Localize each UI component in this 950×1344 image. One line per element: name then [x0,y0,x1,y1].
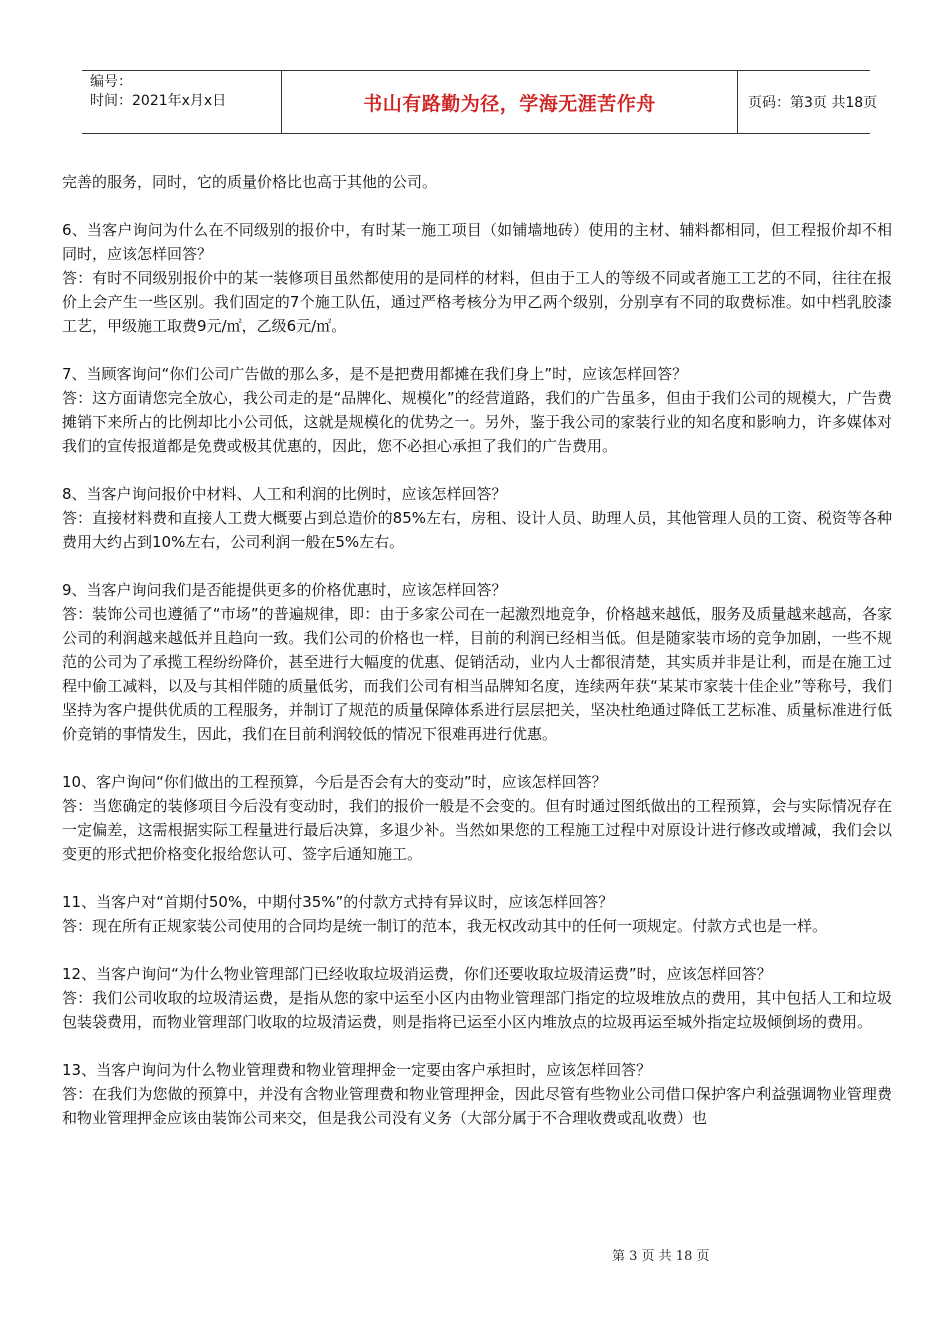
page-footer: 第 3 页 共 18 页 [612,1249,710,1264]
answer-text: 答：我们公司收取的垃圾清运费，是指从您的家中运至小区内由物业管理部门指定的垃圾堆放点的费用，其中包括人工和垃圾包装袋费用，而物业管理部门收取的垃圾清运费，则是指将已运至小区内堆放点的垃圾再运至城外指定垃圾倾倒场的费用。 [62,989,892,1031]
question-text: 6、当客户询问为什么在不同级别的报价中，有时某一施工项目（如铺墙地砖）使用的主材、辅料都相同，但工程报价却不相同时，应该怎样回答？ [62,221,892,263]
header-number-label: 编号： [90,74,132,90]
header-page-info: 页码：第3页 共18页 [748,95,878,111]
question-text: 9、当客户询问我们是否能提供更多的价格优惠时，应该怎样回答？ [62,581,507,599]
qa-block [62,218,892,338]
header-motto: 书山有路勤为径，学海无涯苦作舟 [282,71,738,133]
document-body [62,170,892,1154]
qa-block [62,890,892,938]
qa-block [62,770,892,866]
header-info-cell [82,71,282,133]
header-date-label: 时间：2021年x月x日 [90,93,227,109]
page-header [82,70,878,134]
question-text: 8、当客户询问报价中材料、人工和利润的比例时，应该怎样回答？ [62,485,507,503]
qa-block [62,170,892,194]
body-text: 完善的服务，同时，它的质量价格比也高于其他的公司。 [62,173,438,191]
question-text: 13、当客户询问为什么物业管理费和物业管理押金一定要由客户承担时，应该怎样回答？ [62,1061,652,1079]
question-text: 10、客户询问“你们做出的工程预算，今后是否会有大的变动”时，应该怎样回答？ [62,773,607,791]
answer-text: 答：装饰公司也遵循了“市场”的普遍规律，即：由于多家公司在一起激烈地竞争，价格越来越低，服务及质量越来越高，各家公司的利润越来越低并且趋向一致。我们公司的价格也一样，目前的利润已经相当低。但是随家装市场的竞争加剧，一些不规范的公司为了承揽工程纷纷降价，甚至进行大幅度的优惠、促销活动，业内人士都很清楚，其实质并非是让利，而是在施工过程中偷工减料，以及与其相伴随的质量低劣，而我们公司有相当品牌知名度，连续两年获“某某市家装十佳企业”等称号，我们坚持为客户提供优质的工程服务，并制订了规范的质量保障体系进行层层把关，坚决杜绝通过降低工艺标准、质量标准进行低价竞销的事情发生，因此，我们在目前利润较低的情况下很难再进行优惠。 [62,605,892,743]
question-text: 12、当客户询问“为什么物业管理部门已经收取垃圾消运费，你们还要收取垃圾清运费”时，应该怎样回答？ [62,965,772,983]
qa-block [62,1058,892,1130]
answer-text: 答：这方面请您完全放心，我公司走的是“品牌化、规模化”的经营道路，我们的广告虽多，但由于我们公司的规模大，广告费摊销下来所占的比例却比小公司低，这就是规模化的优势之一。另外，鉴于我公司的家装行业的知名度和影响力，许多媒体对我们的宣传报道都是免费或极其优惠的，因此，您不必担心承担了我们的广告费用。 [62,389,892,455]
question-text: 11、当客户对“首期付50%，中期付35%”的付款方式持有异议时，应该怎样回答？ [62,893,614,911]
answer-text: 答：有时不同级别报价中的某一装修项目虽然都使用的是同样的材料，但由于工人的等级不同或者施工工艺的不同，往往在报价上会产生一些区别。我们固定的7个施工队伍，通过严格考核分为甲乙两个级别，分别享有不同的取费标准。如中档乳胶漆工艺，甲级施工取费9元/㎡，乙级6元/㎡。 [62,269,892,335]
answer-text: 答：当您确定的装修项目今后没有变动时，我们的报价一般是不会变的。但有时通过图纸做出的工程预算，会与实际情况存在一定偏差，这需根据实际工程量进行最后决算，多退少补。当然如果您的工程施工过程中对原设计进行修改或增减，我们会以变更的形式把价格变化报给您认可、签字后通知施工。 [62,797,892,863]
question-text: 7、当顾客询问“你们公司广告做的那么多，是不是把费用都摊在我们身上”时，应该怎样回答？ [62,365,688,383]
qa-block [62,578,892,746]
answer-text: 答：在我们为您做的预算中，并没有含物业管理费和物业管理押金，因此尽管有些物业公司借口保护客户利益强调物业管理费和物业管理押金应该由装饰公司来交，但是我公司没有义务（大部分属于不合理收费或乱收费）也 [62,1085,892,1127]
qa-block [62,962,892,1034]
qa-block [62,362,892,458]
answer-text: 答：直接材料费和直接人工费大概要占到总造价的85%左右，房租、设计人员、助理人员，其他管理人员的工资、税资等各种费用大约占到10%左右，公司利润一般在5%左右。 [62,509,892,551]
answer-text: 答：现在所有正规家装公司使用的合同均是统一制订的范本，我无权改动其中的任何一项规定。付款方式也是一样。 [62,917,828,935]
qa-block [62,482,892,554]
